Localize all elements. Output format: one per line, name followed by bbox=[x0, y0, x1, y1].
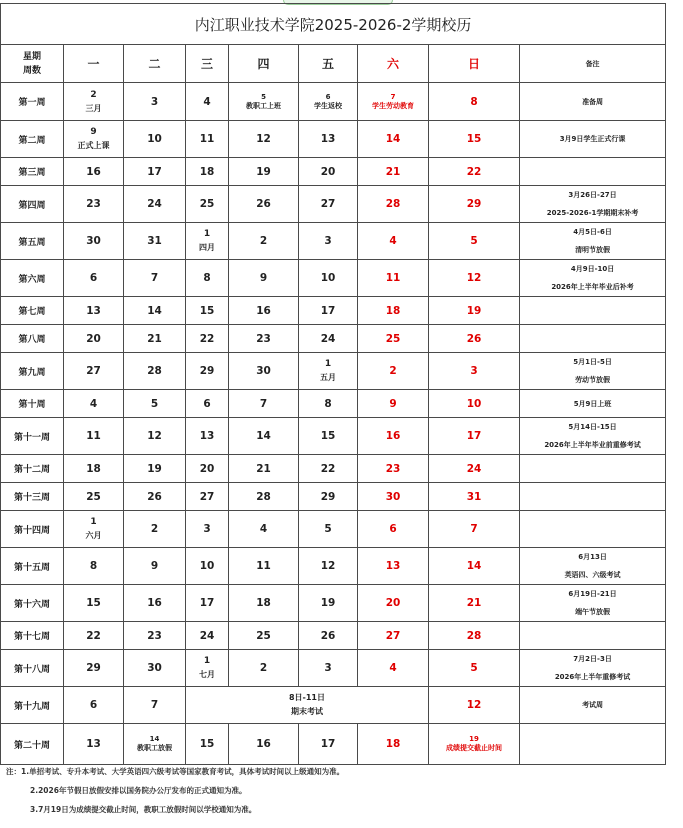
week-label: 第七周 bbox=[1, 297, 64, 325]
week-row bbox=[1, 622, 666, 650]
day-cell-sat: 13 bbox=[358, 548, 429, 585]
day-cell-thu: 16 bbox=[229, 724, 299, 765]
day-cell-wed: 27 bbox=[186, 483, 229, 511]
day-cell-sat-number: 7 bbox=[390, 92, 396, 101]
day-cell-thu-number: 5 bbox=[261, 92, 266, 101]
day-cell-thu: 25 bbox=[229, 622, 299, 650]
day-cell-mon: 13 bbox=[64, 724, 124, 765]
day-cell-wed-number: 1 bbox=[203, 229, 211, 239]
exam-period-cell bbox=[186, 687, 429, 724]
day-cell-thu: 11 bbox=[229, 548, 299, 585]
day-cell-tue: 14 bbox=[124, 297, 186, 325]
day-cell-tue: 12 bbox=[124, 418, 186, 455]
day-cell-fri: 17 bbox=[299, 297, 358, 325]
day-cell-tue: 3 bbox=[124, 83, 186, 121]
day-cell-wed: 13 bbox=[186, 418, 229, 455]
note-cell bbox=[520, 687, 666, 724]
day-cell-sun: 31 bbox=[429, 483, 520, 511]
note-line-2: 清明节放假 bbox=[575, 246, 611, 254]
note-line-2: 2026年上半年毕业前重修考试 bbox=[544, 441, 641, 449]
note-cell bbox=[520, 223, 666, 260]
day-cell-sat: 2 bbox=[358, 353, 429, 390]
week-row bbox=[1, 186, 666, 223]
week-label: 第九周 bbox=[1, 353, 64, 390]
week-row bbox=[1, 121, 666, 158]
day-cell-mon: 13 bbox=[64, 297, 124, 325]
week-row bbox=[1, 83, 666, 121]
week-label: 第十八周 bbox=[1, 650, 64, 687]
day-cell-tue: 26 bbox=[124, 483, 186, 511]
note-cell bbox=[520, 121, 666, 158]
note-cell bbox=[520, 548, 666, 585]
day-cell-wed bbox=[186, 650, 229, 687]
day-cell-mon: 8 bbox=[64, 548, 124, 585]
day-cell-tue bbox=[124, 724, 186, 765]
header-fri: 五 bbox=[299, 45, 358, 83]
day-cell-sat: 18 bbox=[358, 297, 429, 325]
note-cell bbox=[520, 186, 666, 223]
day-cell-sat: 25 bbox=[358, 325, 429, 353]
day-cell-mon: 11 bbox=[64, 418, 124, 455]
week-row bbox=[1, 260, 666, 297]
note-line-1: 7月2日-3日 bbox=[573, 655, 612, 663]
day-cell-mon bbox=[64, 83, 124, 121]
note-line-2: 2025-2026-1学期期末补考 bbox=[546, 209, 639, 217]
day-cell-thu: 28 bbox=[229, 483, 299, 511]
day-cell-sun bbox=[429, 724, 520, 765]
note-cell bbox=[520, 390, 666, 418]
note-line-2: 2026年上半年重修考试 bbox=[554, 673, 631, 681]
day-cell-mon-number: 9 bbox=[90, 127, 97, 137]
day-cell-mon-number: 1 bbox=[90, 517, 97, 527]
day-cell-thu: 12 bbox=[229, 121, 299, 158]
week-label: 第十三周 bbox=[1, 483, 64, 511]
day-cell-tue: 17 bbox=[124, 158, 186, 186]
week-row bbox=[1, 325, 666, 353]
note-line-1: 4月9日-10日 bbox=[570, 265, 615, 273]
day-cell-thu-annotation: 教职工上班 bbox=[246, 101, 281, 110]
note-line-1: 4月5日-6日 bbox=[573, 228, 612, 236]
day-cell-mon: 22 bbox=[64, 622, 124, 650]
day-cell-mon: 25 bbox=[64, 483, 124, 511]
note-cell bbox=[520, 83, 666, 121]
day-cell-mon-annotation: 六月 bbox=[85, 531, 102, 540]
day-cell-fri-annotation: 五月 bbox=[320, 373, 336, 382]
day-cell-mon: 6 bbox=[64, 687, 124, 724]
day-cell-tue-number: 14 bbox=[149, 735, 160, 743]
day-cell-fri: 8 bbox=[299, 390, 358, 418]
note-cell bbox=[520, 650, 666, 687]
day-cell-mon bbox=[64, 511, 124, 548]
header-note: 备注 bbox=[520, 45, 666, 83]
note-line-1: 准备周 bbox=[582, 97, 604, 106]
day-cell-sat: 21 bbox=[358, 158, 429, 186]
day-cell-fri: 19 bbox=[299, 585, 358, 622]
header-sun: 日 bbox=[429, 45, 520, 83]
day-cell-sat: 16 bbox=[358, 418, 429, 455]
day-cell-wed: 22 bbox=[186, 325, 229, 353]
week-row bbox=[1, 418, 666, 455]
day-cell-sat bbox=[358, 83, 429, 121]
day-cell-tue: 9 bbox=[124, 548, 186, 585]
week-row bbox=[1, 390, 666, 418]
day-cell-wed-number: 1 bbox=[203, 656, 211, 666]
day-cell-sun: 5 bbox=[429, 223, 520, 260]
day-cell-thu bbox=[229, 83, 299, 121]
day-cell-thu: 26 bbox=[229, 186, 299, 223]
day-cell-sat: 18 bbox=[358, 724, 429, 765]
day-cell-wed: 17 bbox=[186, 585, 229, 622]
day-cell-wed: 15 bbox=[186, 297, 229, 325]
week-header-week-label: 周数 bbox=[22, 65, 41, 76]
day-cell-sat: 11 bbox=[358, 260, 429, 297]
week-row bbox=[1, 724, 666, 765]
day-cell-mon: 23 bbox=[64, 186, 124, 223]
day-cell-fri: 27 bbox=[299, 186, 358, 223]
day-cell-tue: 21 bbox=[124, 325, 186, 353]
note-cell bbox=[520, 418, 666, 455]
day-cell-wed-annotation: 七月 bbox=[199, 670, 215, 679]
week-row bbox=[1, 297, 666, 325]
week-label: 第八周 bbox=[1, 325, 64, 353]
day-cell-thu: 2 bbox=[229, 223, 299, 260]
day-cell-mon: 15 bbox=[64, 585, 124, 622]
day-cell-sat-annotation: 学生劳动教育 bbox=[372, 101, 414, 110]
week-row bbox=[1, 687, 666, 724]
note-line-2: 端午节放假 bbox=[575, 608, 611, 616]
week-label: 第十五周 bbox=[1, 548, 64, 585]
day-cell-mon: 29 bbox=[64, 650, 124, 687]
day-cell-wed: 10 bbox=[186, 548, 229, 585]
week-label: 第四周 bbox=[1, 186, 64, 223]
note-line-2: 英语四、六级考试 bbox=[564, 571, 621, 579]
note-line-1: 6月19日-21日 bbox=[568, 590, 617, 598]
note-cell bbox=[520, 483, 666, 511]
day-cell-mon: 6 bbox=[64, 260, 124, 297]
exam-period-label: 期末考试 bbox=[291, 707, 323, 716]
day-cell-thu: 18 bbox=[229, 585, 299, 622]
day-cell-fri-annotation: 学生返校 bbox=[314, 101, 342, 110]
day-cell-fri: 5 bbox=[299, 511, 358, 548]
day-cell-wed: 11 bbox=[186, 121, 229, 158]
week-label: 第十一周 bbox=[1, 418, 64, 455]
day-cell-mon bbox=[64, 121, 124, 158]
day-cell-thu: 9 bbox=[229, 260, 299, 297]
week-label: 第二周 bbox=[1, 121, 64, 158]
header-thu: 四 bbox=[229, 45, 299, 83]
day-cell-tue-annotation: 教职工放假 bbox=[137, 744, 172, 752]
day-cell-sun: 8 bbox=[429, 83, 520, 121]
day-cell-tue: 23 bbox=[124, 622, 186, 650]
day-cell-sun: 26 bbox=[429, 325, 520, 353]
day-cell-fri-number: 1 bbox=[324, 359, 332, 369]
day-cell-sat: 4 bbox=[358, 223, 429, 260]
footnote-1: 注：1.单招考试、专升本考试、大学英语四六级考试等国家教育考试，具体考试时间以上级通知为准。 bbox=[6, 767, 345, 776]
day-cell-sat: 6 bbox=[358, 511, 429, 548]
note-line-1: 3月26日-27日 bbox=[568, 191, 617, 199]
week-label: 第十九周 bbox=[1, 687, 64, 724]
day-cell-tue: 30 bbox=[124, 650, 186, 687]
day-cell-sat: 20 bbox=[358, 585, 429, 622]
day-cell-fri: 3 bbox=[299, 650, 358, 687]
day-cell-sun: 7 bbox=[429, 511, 520, 548]
note-line-1: 考试周 bbox=[582, 701, 604, 709]
footnote-3: 3.7月19日为成绩提交截止时间，教职工放假时间以学校通知为准。 bbox=[30, 805, 257, 814]
week-label: 第十七周 bbox=[1, 622, 64, 650]
day-cell-sun: 15 bbox=[429, 121, 520, 158]
day-cell-sun: 24 bbox=[429, 455, 520, 483]
day-cell-tue: 7 bbox=[124, 260, 186, 297]
day-cell-mon: 16 bbox=[64, 158, 124, 186]
day-cell-thu: 2 bbox=[229, 650, 299, 687]
week-label: 第十四周 bbox=[1, 511, 64, 548]
note-cell bbox=[520, 585, 666, 622]
week-label: 第三周 bbox=[1, 158, 64, 186]
day-cell-wed: 15 bbox=[186, 724, 229, 765]
day-cell-fri: 17 bbox=[299, 724, 358, 765]
week-header bbox=[1, 45, 64, 83]
day-cell-thu: 23 bbox=[229, 325, 299, 353]
day-cell-tue: 19 bbox=[124, 455, 186, 483]
day-cell-wed: 20 bbox=[186, 455, 229, 483]
day-cell-wed: 6 bbox=[186, 390, 229, 418]
week-row bbox=[1, 455, 666, 483]
day-cell-sat: 28 bbox=[358, 186, 429, 223]
day-cell-sun: 3 bbox=[429, 353, 520, 390]
note-cell bbox=[520, 455, 666, 483]
week-row bbox=[1, 548, 666, 585]
day-cell-tue: 16 bbox=[124, 585, 186, 622]
day-cell-fri-number: 6 bbox=[325, 92, 331, 101]
day-cell-mon-number: 2 bbox=[90, 89, 97, 100]
day-cell-sun: 29 bbox=[429, 186, 520, 223]
day-cell-fri: 20 bbox=[299, 158, 358, 186]
day-cell-sun-number: 19 bbox=[469, 735, 479, 743]
day-cell-sat: 4 bbox=[358, 650, 429, 687]
header-sat: 六 bbox=[358, 45, 429, 83]
day-cell-tue: 31 bbox=[124, 223, 186, 260]
day-cell-sat: 30 bbox=[358, 483, 429, 511]
week-row bbox=[1, 483, 666, 511]
day-cell-thu: 19 bbox=[229, 158, 299, 186]
week-label: 第五周 bbox=[1, 223, 64, 260]
day-cell-tue: 2 bbox=[124, 511, 186, 548]
note-cell bbox=[520, 325, 666, 353]
day-cell-fri: 3 bbox=[299, 223, 358, 260]
week-label: 第十二周 bbox=[1, 455, 64, 483]
day-cell-fri bbox=[299, 83, 358, 121]
calendar-table bbox=[0, 3, 666, 765]
day-cell-thu: 16 bbox=[229, 297, 299, 325]
day-cell-mon-annotation: 三月 bbox=[85, 103, 102, 113]
day-cell-sat: 9 bbox=[358, 390, 429, 418]
day-cell-sun: 17 bbox=[429, 418, 520, 455]
day-cell-sat: 14 bbox=[358, 121, 429, 158]
day-cell-sat: 27 bbox=[358, 622, 429, 650]
week-label: 第六周 bbox=[1, 260, 64, 297]
day-cell-thu: 7 bbox=[229, 390, 299, 418]
day-cell-wed: 24 bbox=[186, 622, 229, 650]
day-cell-sun: 12 bbox=[429, 687, 520, 724]
week-label: 第二十周 bbox=[1, 724, 64, 765]
day-cell-wed: 8 bbox=[186, 260, 229, 297]
day-cell-fri: 22 bbox=[299, 455, 358, 483]
note-line-1: 3月9日学生正式行课 bbox=[559, 135, 626, 143]
note-cell bbox=[520, 297, 666, 325]
page-title: 内江职业技术学院2025-2026-2学期校历 bbox=[1, 4, 666, 45]
footnote-2: 2.2026年节假日放假安排以国务院办公厅发布的正式通知为准。 bbox=[30, 786, 247, 795]
day-cell-mon: 18 bbox=[64, 455, 124, 483]
day-cell-sun: 14 bbox=[429, 548, 520, 585]
day-cell-fri: 24 bbox=[299, 325, 358, 353]
day-cell-sun: 10 bbox=[429, 390, 520, 418]
day-cell-thu: 4 bbox=[229, 511, 299, 548]
note-cell bbox=[520, 353, 666, 390]
note-cell bbox=[520, 622, 666, 650]
day-cell-wed: 3 bbox=[186, 511, 229, 548]
header-mon: 一 bbox=[64, 45, 124, 83]
day-cell-mon: 20 bbox=[64, 325, 124, 353]
note-cell bbox=[520, 511, 666, 548]
day-cell-wed: 25 bbox=[186, 186, 229, 223]
day-cell-fri: 15 bbox=[299, 418, 358, 455]
day-cell-fri: 26 bbox=[299, 622, 358, 650]
day-cell-wed: 4 bbox=[186, 83, 229, 121]
day-cell-wed bbox=[186, 223, 229, 260]
note-cell bbox=[520, 158, 666, 186]
day-cell-tue: 24 bbox=[124, 186, 186, 223]
week-label: 第十六周 bbox=[1, 585, 64, 622]
day-cell-wed-annotation: 四月 bbox=[199, 243, 215, 252]
day-cell-wed: 18 bbox=[186, 158, 229, 186]
week-header-day-label: 星期 bbox=[22, 51, 41, 62]
day-cell-thu: 14 bbox=[229, 418, 299, 455]
day-cell-sun: 5 bbox=[429, 650, 520, 687]
note-line-2: 2026年上半年毕业后补考 bbox=[551, 283, 634, 291]
day-cell-fri: 12 bbox=[299, 548, 358, 585]
day-cell-sun: 19 bbox=[429, 297, 520, 325]
week-row bbox=[1, 353, 666, 390]
day-cell-sun: 28 bbox=[429, 622, 520, 650]
day-cell-fri bbox=[299, 353, 358, 390]
day-cell-sun: 22 bbox=[429, 158, 520, 186]
note-line-1: 5月9日上班 bbox=[573, 399, 612, 408]
day-cell-fri: 10 bbox=[299, 260, 358, 297]
day-cell-mon: 4 bbox=[64, 390, 124, 418]
week-row bbox=[1, 585, 666, 622]
day-cell-sun-annotation: 成绩提交截止时间 bbox=[446, 744, 502, 752]
day-cell-mon: 27 bbox=[64, 353, 124, 390]
header-wed: 三 bbox=[186, 45, 229, 83]
header-tue: 二 bbox=[124, 45, 186, 83]
week-row bbox=[1, 511, 666, 548]
week-row bbox=[1, 158, 666, 186]
week-label: 第一周 bbox=[1, 83, 64, 121]
day-cell-wed: 29 bbox=[186, 353, 229, 390]
week-row bbox=[1, 223, 666, 260]
day-cell-tue: 10 bbox=[124, 121, 186, 158]
day-cell-sun: 21 bbox=[429, 585, 520, 622]
day-cell-tue: 5 bbox=[124, 390, 186, 418]
footnotes bbox=[0, 762, 665, 819]
day-cell-sun: 12 bbox=[429, 260, 520, 297]
note-cell bbox=[520, 724, 666, 765]
exam-period-dates: 8日-11日 bbox=[288, 693, 326, 702]
day-cell-thu: 30 bbox=[229, 353, 299, 390]
note-line-1: 5月1日-5日 bbox=[573, 358, 612, 366]
note-line-1: 6月13日 bbox=[578, 553, 607, 561]
note-line-2: 劳动节放假 bbox=[575, 376, 611, 384]
day-cell-sat: 23 bbox=[358, 455, 429, 483]
week-label: 第十周 bbox=[1, 390, 64, 418]
day-cell-mon: 30 bbox=[64, 223, 124, 260]
day-cell-fri: 29 bbox=[299, 483, 358, 511]
note-line-1: 5月14日-15日 bbox=[568, 423, 617, 431]
day-cell-tue: 7 bbox=[124, 687, 186, 724]
weeks-body bbox=[1, 83, 666, 765]
day-cell-tue: 28 bbox=[124, 353, 186, 390]
day-cell-thu: 21 bbox=[229, 455, 299, 483]
week-row bbox=[1, 650, 666, 687]
calendar-sheet bbox=[0, 3, 665, 765]
day-cell-fri: 13 bbox=[299, 121, 358, 158]
day-cell-mon-annotation: 正式上课 bbox=[77, 141, 110, 150]
note-cell bbox=[520, 260, 666, 297]
